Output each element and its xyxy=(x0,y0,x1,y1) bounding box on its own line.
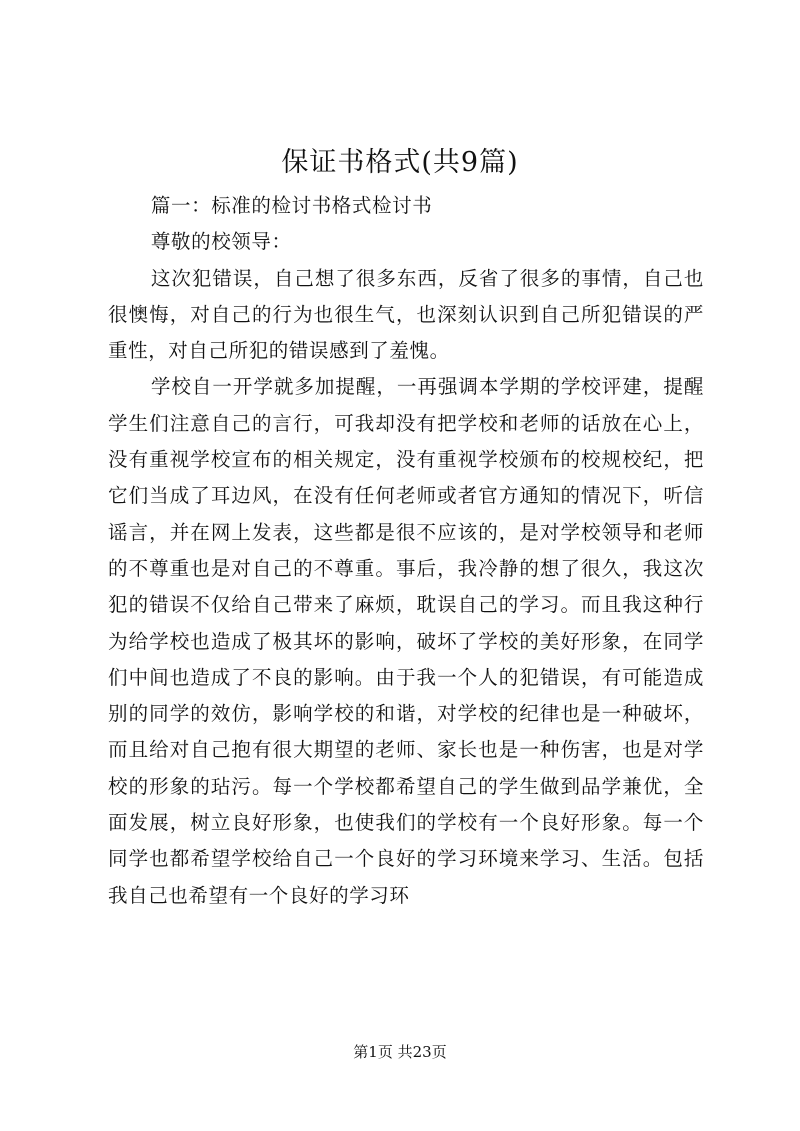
page-footer: 第1页 共23页 xyxy=(353,1043,447,1061)
paragraph-section-heading: 篇一：标准的检讨书格式检讨书 xyxy=(150,194,433,217)
paragraph: 学校自一开学就多加提醒，一再强调本学期的学校评建，提醒学生们注意自己的言行，可我却没有把学校和老师的话放在心上，没有重视学校宣布的相关规定，没有重视学校颁布的校规校纪，把它们当成了耳边风，在没有任何老师或者官方通知的情况下，听信谣言，并在网上发表，这些都是很不应该的，是对学校领导和老师的不尊重也是对自己的不尊重。事后，我冷静的想了很久，我这次犯的错误不仅给自己带来了麻烦，耽误自己的学习。而且我这种行为给学校也造成了极其坏的影响，破坏了学校的美好形象，在同学们中间也造成了不良的影响。由于我一个人的犯错误，有可能造成别的同学的效仿，影响学校的和谐，对学校的纪律也是一种破坏，而且给对自己抱有很大期望的老师、家长也是一种伤害，也是对学校的形象的玷污。每一个学校都希望自己的学生做到品学兼优，全面发展，树立良好形象，也使我们的学校有一个良好形象。每一个同学也都希望学校给自己一个良好的学习环境来学习、生活。包括我自己也希望有一个良好的学习环 xyxy=(108,375,704,907)
paragraph-salutation: 尊敬的校领导： xyxy=(150,230,292,254)
document-title: 保证书格式(共9篇) xyxy=(281,147,519,178)
paragraph: 这次犯错误，自己想了很多东西，反省了很多的事情，自己也很懊悔，对自己的行为也很生气，也深刻认识到自己所犯错误的严重性，对自己所犯的错误感到了羞愧。 xyxy=(108,266,704,363)
document-body xyxy=(108,188,704,914)
